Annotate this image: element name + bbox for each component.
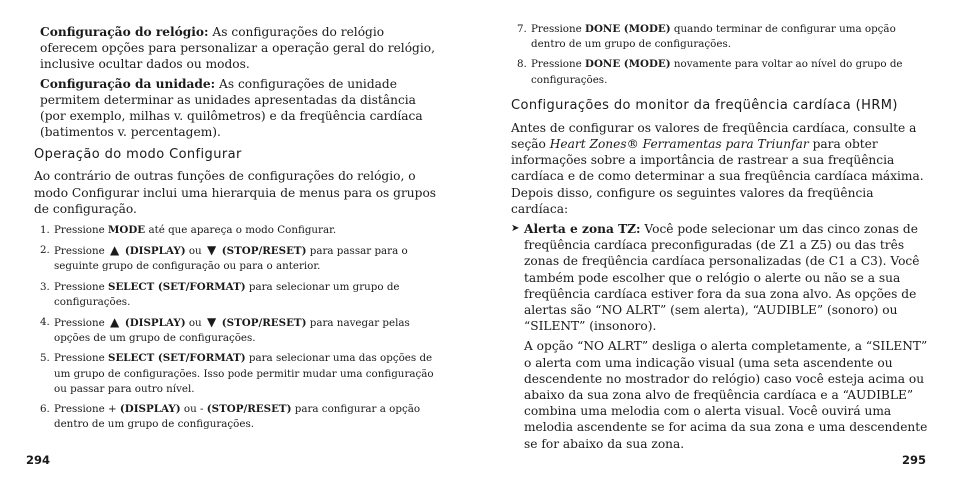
step-key-label: (DISPLAY) [121, 317, 186, 330]
step-number: 5. [40, 352, 50, 365]
step-item [34, 402, 444, 432]
unit-settings-label: Configuração da unidade: [40, 76, 216, 91]
clock-settings-label: Configuração do relógio: [40, 25, 209, 39]
step-key-label: (STOP/RESET) [218, 245, 307, 258]
alert-zone-paragraph [524, 221, 931, 334]
step-key-label: DONE (MODE) [585, 58, 671, 71]
step-text: Pressione [54, 224, 109, 237]
step-text: Pressione [531, 58, 586, 71]
step-text: Pressione + [54, 403, 120, 416]
step-item [511, 22, 931, 52]
step-text: ou - [180, 403, 207, 416]
step-text: para configurar a opção dentro de um grupo de configurações. [54, 403, 421, 431]
hrm-settings-heading: Configurações do monitor da freqüência cardíaca (HRM) [511, 97, 898, 113]
step-item [34, 315, 444, 346]
step-key-label: (DISPLAY) [119, 403, 181, 416]
unit-settings-text: As configurações de unidade permitem determinar as unidades apresentadas da distância (por exemplo, milhas v. quilômetros) e da freqüência cardíaca (batimentos v. percentagem). [40, 76, 423, 140]
triangle-down-icon: ▼ [206, 243, 217, 258]
clock-settings-paragraph [34, 24, 444, 73]
step-key-label: (STOP/RESET) [206, 403, 292, 416]
configure-mode-intro: Ao contrário de outras funções de configurações do relógio, o modo Configurar inclui uma hierarquia de menus para os grupos de configuração. [34, 169, 437, 216]
step-text: quando terminar de configurar uma opção dentro de um grupo de configurações. [531, 23, 896, 51]
step-text: para passar para o seguinte grupo de configuração ou para o anterior. [54, 245, 408, 273]
unit-settings-paragraph [34, 76, 444, 141]
step-item [511, 57, 931, 87]
clock-settings-text: As configurações do relógio oferecem opções para personalizar a operação geral do relógio, inclusive ocultar dados ou modos. [40, 25, 435, 72]
step-number: 3. [40, 280, 50, 293]
step-text: novamente para voltar ao nível do grupo de configurações. [531, 58, 903, 86]
step-key-label: MODE [108, 224, 146, 237]
page-number-left: 294 [26, 453, 51, 467]
hrm-intro-before: Antes de configurar os valores de freqüência cardíaca, consulte a seção [511, 120, 917, 152]
step-item [34, 243, 444, 274]
step-key-label: (DISPLAY) [121, 245, 186, 258]
step-text: Pressione [54, 352, 109, 365]
step-number: 2. [40, 244, 50, 257]
step-number: 8. [517, 58, 527, 71]
step-text: para selecionar um grupo de configurações. [54, 280, 400, 308]
hrm-intro [511, 120, 931, 217]
step-text: ou [185, 245, 205, 258]
step-number: 1. [40, 224, 50, 237]
alert-zone-label: Alerta e zona TZ: [524, 222, 641, 237]
step-number: 6. [40, 403, 50, 416]
configure-mode-heading: Operação do modo Configurar [34, 147, 242, 163]
step-number: 4. [40, 316, 50, 329]
triangle-down-icon: ▼ [206, 315, 217, 330]
step-key-label: SELECT (SET/FORMAT) [108, 352, 246, 365]
step-item [34, 351, 444, 397]
step-text: Pressione [54, 245, 109, 258]
step-text: para selecionar uma das opções de um grupo de configurações. Isso pode permitir mudar uma configuração ou passar para outro nível. [54, 352, 434, 395]
page-number-right: 295 [902, 453, 927, 467]
step-key-label: (STOP/RESET) [218, 317, 307, 330]
alert-zone-text: Você pode selecionar um das cinco zonas de freqüência cardíaca preconfiguradas (de Z1 a Z5) ou das três zonas de freqüência cardíaca personalizadas (de C1 a C3). Você também pode escolher que o relógio o alerte ou não se a sua freqüência cardíaca estiver fora da sua zona alvo. As opções de alertas são “NO ALRT” (sem alerta), “AUDIBLE” (sonoro) ou “SILENT” (insonoro). [524, 222, 920, 334]
step-text: Pressione [54, 280, 109, 293]
left-page [26, 0, 444, 477]
alert-zone-item [511, 221, 931, 452]
step-item [34, 223, 444, 238]
step-text: até que apareça o modo Configurar. [145, 224, 337, 237]
step-text: Pressione [531, 23, 586, 35]
step-number: 7. [517, 23, 527, 35]
alert-options-paragraph: A opção “NO ALRT” desliga o alerta completamente, a “SILENT” o alerta com uma indicação visual (uma seta ascendente ou descendente no mostrador do relógio) caso você esteja acima ou abaixo da sua zona alvo de freqüência cardíaca e a “AUDIBLE” combina uma melodia com o alerta visual. Você ouvirá uma melodia ascendente se for acima da sua zona e uma descendente se for abaixo da sua zona. [524, 339, 928, 451]
triangle-up-icon: ▲ [110, 243, 120, 258]
done-steps-list [511, 22, 931, 88]
arrow-bullet-icon: ➤ [511, 223, 520, 235]
step-key-label: DONE (MODE) [585, 23, 671, 35]
step-item [34, 280, 444, 310]
step-key-label: SELECT (SET/FORMAT) [108, 280, 246, 293]
step-text: ou [185, 317, 205, 330]
configure-steps-list [34, 223, 444, 432]
heart-zones-reference: Heart Zones® Ferramentas para Triunfar [549, 137, 809, 152]
hrm-intro-after: para obter informações sobre a importância de rastrear a sua freqüência cardíaca e de como determinar a sua freqüência cardíaca máxima. Depois disso, configure os seguintes valores da freqüência cardíaca: [511, 137, 924, 216]
triangle-up-icon: ▲ [110, 315, 120, 330]
right-page [511, 0, 931, 477]
step-text: Pressione [54, 317, 109, 330]
step-text: para navegar pelas opções de um grupo de configurações. [54, 317, 410, 345]
